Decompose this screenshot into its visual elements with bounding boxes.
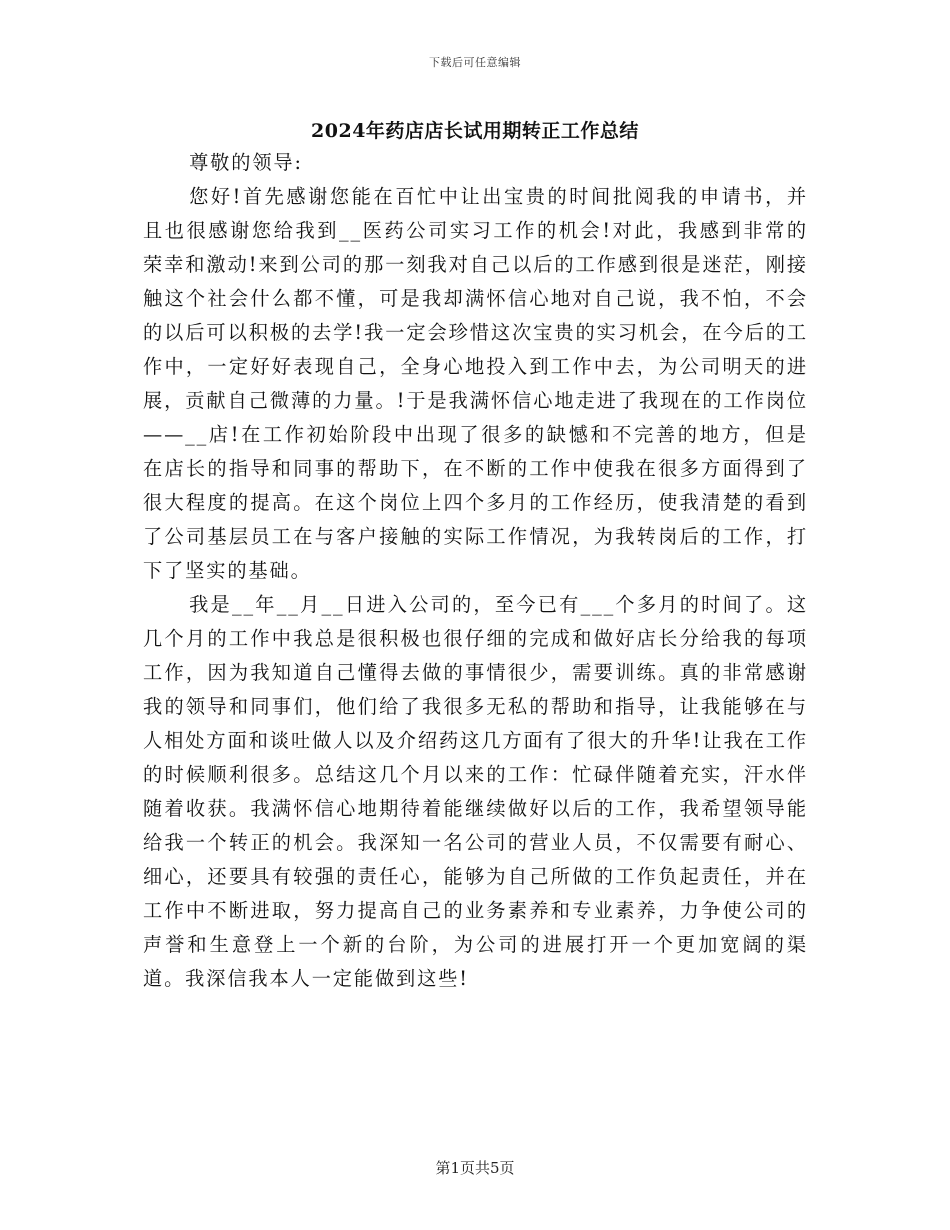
header-note: 下载后可任意编辑 (429, 56, 521, 69)
document-body (143, 146, 808, 996)
page-footer: 第1页共5页 (435, 1159, 515, 1177)
document-title: 2024年药店店长试用期转正工作总结 (311, 120, 639, 142)
salutation: 尊敬的领导: (189, 151, 303, 174)
paragraph-1: 您好!首先感谢您能在百忙中让出宝贵的时间批阅我的申请书，并且也很感谢您给我到__医药公司实习工作的机会!对此，我感到非常的荣幸和激动!来到公司的那一刻我对自己以后的工作感到很是迷茫，刚接触这个社会什么都不懂，可是我却满怀信心地对自己说，我不怕，不会的以后可以积极的去学!我一定会珍惜这次宝贵的实习机会，在今后的工作中，一定好好表现自己，全身心地投入到工作中去，为公司明天的进展，贡献自己微薄的力量。!于是我满怀信心地走进了我现在的工作岗位——__店!在工作初始阶段中出现了很多的缺憾和不完善的地方，但是在店长的指导和同事的帮助下，在不断的工作中使我在很多方面得到了很大程度的提高。在这个岗位上四个多月的工作经历，使我清楚的看到了公司基层员工在与客户接触的实际工作情况，为我转岗后的工作，打下了坚实的基础。 (143, 185, 808, 582)
paragraph-2: 我是__年__月__日进入公司的，至今已有___个多月的时间了。这几个月的工作中我总是很积极也很仔细的完成和做好店长分给我的每项工作，因为我知道自己懂得去做的事情很少，需要训练。真的非常感谢我的领导和同事们，他们给了我很多无私的帮助和指导，让我能够在与人相处方面和谈吐做人以及介绍药这几方面有了很大的升华!让我在工作的时候顺利很多。总结这几个月以来的工作：忙碌伴随着充实，汗水伴随着收获。我满怀信心地期待着能继续做好以后的工作，我希望领导能给我一个转正的机会。我深知一名公司的营业人员，不仅需要有耐心、细心，还要具有较强的责任心，能够为自己所做的工作负起责任，并在工作中不断进取，努力提高自己的业务素养和专业素养，力争使公司的声誉和生意登上一个新的台阶，为公司的进展打开一个更加宽阔的渠道。我深信我本人一定能做到这些! (143, 593, 808, 990)
